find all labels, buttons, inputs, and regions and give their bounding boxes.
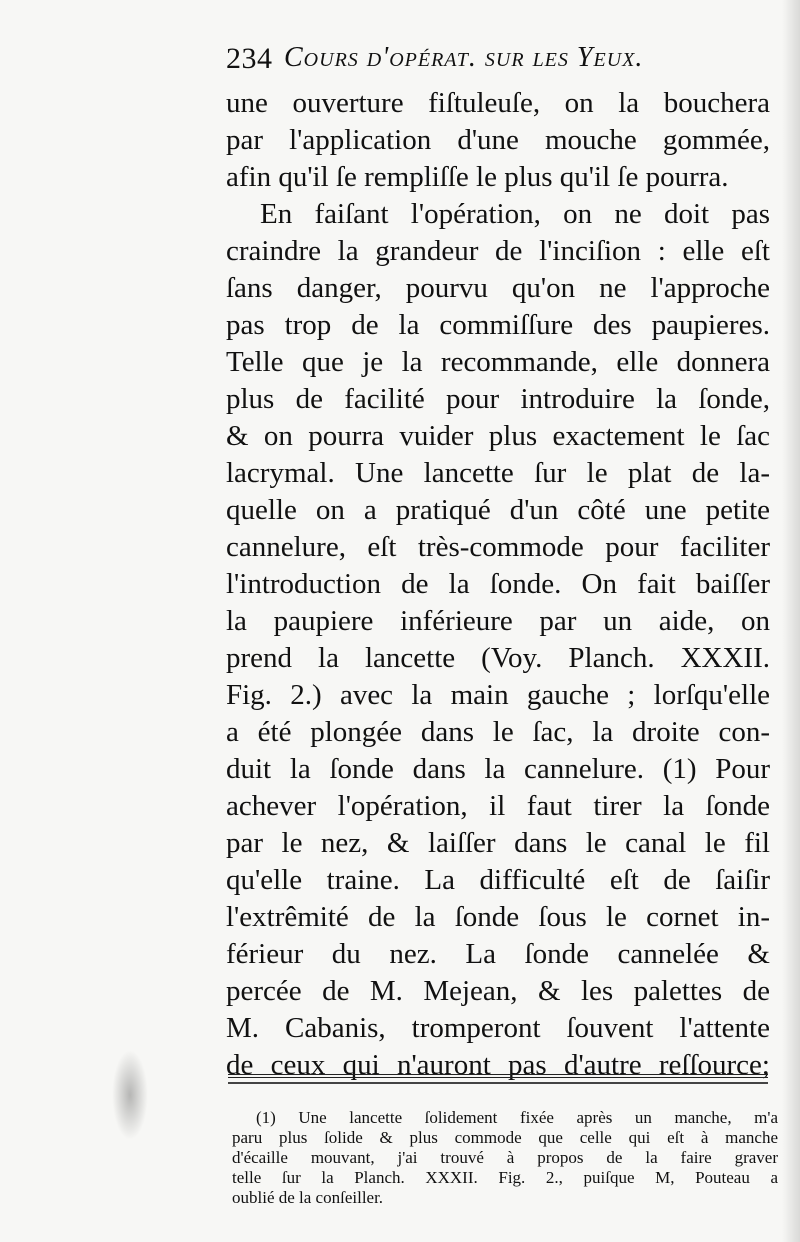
- running-title: Cours d'opérat. sur les Yeux.: [284, 42, 644, 73]
- text-line: duit la ſonde dans la cannelure. (1) Pour: [226, 753, 770, 785]
- text-line: plus de facilité pour introduire la ſonde,: [226, 383, 770, 415]
- footnote-line: (1) Une lancette ſolidement fixée après un manche, m'a: [256, 1108, 778, 1127]
- text-line: une ouverture fiſtuleuſe, on la bouchera: [226, 87, 770, 119]
- text-line: percée de M. Mejean, & les palettes de: [226, 975, 770, 1007]
- text-line: par l'application d'une mouche gommée,: [226, 124, 770, 156]
- footnote-line: telle ſur la Planch. XXXII. Fig. 2., puiſque M, Pouteau a: [232, 1168, 778, 1187]
- text-line: cannelure, eſt très-commode pour faciliter: [226, 531, 770, 563]
- text-line: férieur du nez. La ſonde cannelée &: [226, 938, 770, 970]
- ink-smudge: [112, 1050, 148, 1140]
- text-line: craindre la grandeur de l'inciſion : elle eſt: [226, 235, 770, 267]
- text-line: En faiſant l'opération, on ne doit pas: [260, 198, 770, 230]
- text-line: prend la lancette (Voy. Planch. XXXII.: [226, 642, 770, 674]
- text-line: l'introduction de la ſonde. On fait baiſſer: [226, 568, 770, 600]
- text-line: quelle on a pratiqué d'un côté une petite: [226, 494, 770, 526]
- page-edge-shadow: [782, 0, 800, 1242]
- text-line: afin qu'il ſe rempliſſe le plus qu'il ſe pourra.: [226, 161, 729, 193]
- page-header: [226, 42, 766, 86]
- footnote-line: d'écaille mouvant, j'ai trouvé à propos de la faire graver: [232, 1148, 778, 1167]
- footnote-rule: [228, 1074, 768, 1078]
- text-line: & on pourra vuider plus exactement le ſac: [226, 420, 770, 452]
- text-line: achever l'opération, il faut tirer la ſonde: [226, 790, 770, 822]
- text-line: par le nez, & laiſſer dans le canal le fil: [226, 827, 770, 859]
- text-line: pas trop de la commiſſure des paupieres.: [226, 309, 770, 341]
- text-line: de ceux qui n'auront pas d'autre reſſource;: [226, 1049, 770, 1081]
- text-line: ſans danger, pourvu qu'on ne l'approche: [226, 272, 770, 304]
- page-number: 234: [226, 42, 273, 75]
- footnote-line: oublié de la conſeiller.: [232, 1188, 384, 1207]
- text-line: la paupiere inférieure par un aide, on: [226, 605, 770, 637]
- footnote-rule-underline: [228, 1082, 768, 1084]
- text-line: M. Cabanis, tromperont ſouvent l'attente: [226, 1012, 770, 1044]
- text-line: qu'elle traine. La difficulté eſt de ſaiſir: [226, 864, 770, 896]
- text-line: a été plongée dans le ſac, la droite con-: [226, 716, 770, 748]
- footnote-line: paru plus ſolide & plus commode que celle qui eſt à manche: [232, 1128, 778, 1147]
- text-line: Telle que je la recommande, elle donnera: [226, 346, 770, 378]
- text-line: Fig. 2.) avec la main gauche ; lorſqu'elle: [226, 679, 770, 711]
- text-line: lacrymal. Une lancette ſur le plat de la-: [226, 457, 770, 489]
- text-line: l'extrêmité de la ſonde ſous le cornet in-: [226, 901, 770, 933]
